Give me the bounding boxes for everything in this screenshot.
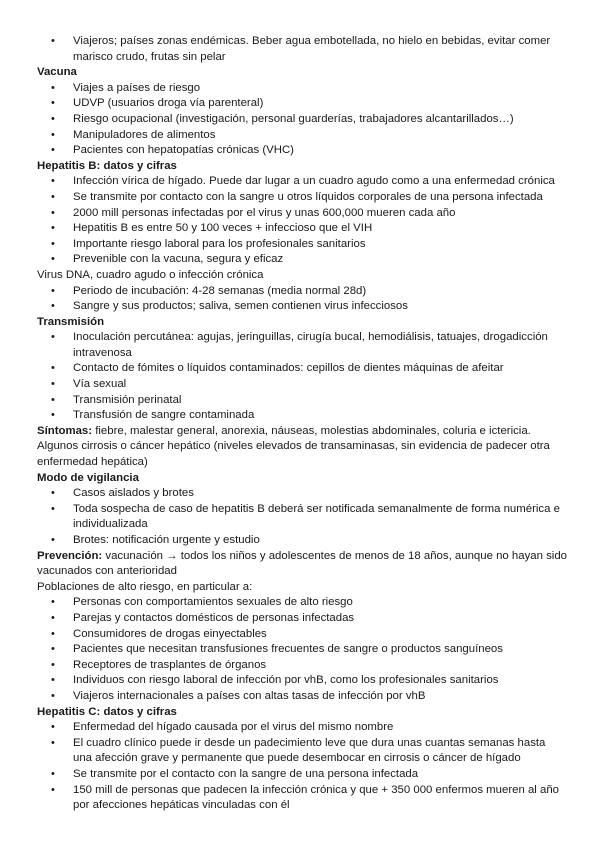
bullet-icon: • (51, 81, 55, 94)
bullet-item (37, 502, 567, 533)
section-heading: Modo de vigilancia (37, 471, 139, 484)
bullet-text: Se transmite por el contacto con la sangre de una persona infectada (73, 767, 419, 780)
bullet-icon: • (51, 611, 55, 624)
bullet-text: Manipuladores de alimentos (73, 128, 216, 141)
bullet-icon: • (51, 409, 55, 422)
bullet-icon: • (51, 190, 55, 203)
paragraph-text: fiebre, malestar general, anorexia, náuseas, molestias abdominales, coluria e ictericia. Algunos cirrosis o cáncer hepático (niveles elevados de transaminasas, sin evidencia de padecer otra enfermedad hepática) (37, 424, 550, 469)
bullet-icon: • (51, 658, 55, 671)
bullet-icon: • (51, 175, 55, 188)
bullet-icon: • (51, 206, 55, 219)
bullet-text: Contacto de fómites o líquidos contaminados: cepillos de dientes máquinas de afeitar (73, 362, 504, 375)
bullet-item (37, 221, 567, 237)
bullet-text: Brotes: notificación urgente y estudio (73, 534, 260, 546)
bullet-text: Importante riesgo laboral para los profesionales sanitarios (73, 237, 366, 250)
bullet-text: 2000 mill personas infectadas por el virus y unas 600,000 mueren cada año (73, 206, 456, 219)
bullet-text: Riesgo ocupacional (investigación, personal guarderías, trabajadores alcantarillados…) (73, 112, 514, 125)
bullet-text: Viajeros internacionales a países con altas tasas de infección por vhB (73, 689, 426, 702)
bullet-item (37, 658, 567, 674)
bullet-text: 150 mill de personas que padecen la infección crónica y que + 350 000 enfermos mueren al año por afecciones hepáticas vinculadas con él (73, 783, 559, 812)
bullet-item (37, 533, 567, 549)
section-heading: Hepatitis C: datos y cifras (37, 705, 177, 718)
bullet-item (37, 299, 567, 315)
bullet-item (37, 252, 567, 268)
bullet-icon: • (51, 253, 55, 266)
bullet-text: Transmisión perinatal (73, 393, 182, 406)
bullet-text: Viajeros; países zonas endémicas. Beber agua embotellada, no hielo en bebidas, evitar comer marisco crudo, frutas sin pelar (73, 35, 551, 63)
bullet-text: Vía sexual (73, 378, 127, 391)
bullet-item (37, 767, 567, 783)
bullet-icon: • (51, 97, 55, 110)
document-body (37, 34, 567, 814)
bullet-icon: • (51, 767, 55, 780)
bullet-icon: • (51, 736, 55, 749)
bullet-item (37, 81, 567, 97)
bullet-text: Periodo de incubación: 4-28 semanas (media normal 28d) (73, 284, 367, 297)
bullet-icon: • (51, 487, 55, 500)
bullet-text: Infección vírica de hígado. Puede dar lugar a un cuadro agudo como a una enfermedad crónica (73, 175, 555, 188)
bullet-icon: • (51, 596, 55, 609)
bullet-icon: • (51, 689, 55, 702)
labeled-paragraph (37, 424, 567, 471)
bullet-icon: • (51, 783, 55, 796)
bullet-text: Receptores de trasplantes de órganos (73, 658, 267, 671)
bullet-text: Inoculación percutánea: agujas, jeringuillas, cirugía bucal, hemodiálisis, tatuajes, drogadicción intravenosa (73, 331, 548, 359)
bullet-icon: • (51, 128, 55, 141)
bullet-icon: • (51, 112, 55, 125)
bullet-item (37, 408, 567, 424)
bullet-text: Transfusión de sangre contaminada (73, 409, 255, 422)
bullet-item (37, 673, 567, 689)
bullet-item (37, 783, 567, 814)
bullet-text: Pacientes con hepatopatías crónicas (VHC) (73, 144, 294, 157)
bullet-icon: • (51, 393, 55, 406)
section-heading: Transmisión (37, 315, 105, 328)
bullet-text: Casos aislados y brotes (73, 487, 194, 500)
bullet-text: El cuadro clínico puede ir desde un padecimiento leve que dura unas cuantas semanas hasta una afección grave y permanente que puede desembocar en cirrosis o cáncer de hígado (73, 736, 546, 765)
bullet-item (37, 34, 567, 65)
bullet-item (37, 627, 567, 643)
bullet-icon: • (51, 300, 55, 313)
paragraph-text: vacunación → todos los niños y adolescentes de menos de 18 años, aunque no hayan sido vacunados con anterioridad (37, 549, 568, 578)
bullet-icon: • (51, 222, 55, 235)
bullet-item (37, 128, 567, 144)
bullet-icon: • (51, 627, 55, 640)
bullet-text: Parejas y contactos domésticos de personas infectadas (73, 611, 355, 624)
bullet-item (37, 595, 567, 611)
bullet-text: Hepatitis B es entre 50 y 100 veces + infeccioso que el VIH (73, 222, 373, 235)
bullet-icon: • (51, 237, 55, 250)
bullet-icon: • (51, 378, 55, 391)
bullet-item (37, 330, 567, 361)
bullet-item (37, 611, 567, 627)
bullet-icon: • (51, 35, 55, 47)
bullet-text: Individuos con riesgo laboral de infección por vhB, como los profesionales sanitarios (73, 674, 499, 687)
bullet-item (37, 190, 567, 206)
section-heading: Vacuna (37, 66, 77, 79)
bullet-icon: • (51, 721, 55, 734)
paragraph: Poblaciones de alto riesgo, en particular a: (37, 580, 253, 593)
bullet-item (37, 689, 567, 705)
paragraph-label: Síntomas: (37, 424, 93, 437)
bullet-text: Prevenible con la vacuna, segura y eficaz (73, 253, 284, 266)
bullet-icon: • (51, 284, 55, 297)
bullet-item (37, 96, 567, 112)
bullet-text: Sangre y sus productos; saliva, semen contienen virus infecciosos (73, 300, 408, 313)
bullet-icon: • (51, 362, 55, 375)
bullet-text: Consumidores de drogas einyectables (73, 627, 267, 640)
bullet-icon: • (51, 331, 55, 344)
bullet-item (37, 486, 567, 502)
bullet-item (37, 237, 567, 253)
bullet-item (37, 720, 567, 736)
bullet-item (37, 143, 567, 159)
bullet-icon: • (51, 643, 55, 656)
bullet-icon: • (51, 534, 55, 546)
bullet-text: Toda sospecha de caso de hepatitis B deberá ser notificada semanalmente de forma numérica e individualizada (73, 502, 560, 531)
bullet-item (37, 284, 567, 300)
bullet-item (37, 361, 567, 377)
bullet-icon: • (51, 502, 55, 515)
bullet-item (37, 642, 567, 658)
bullet-item (37, 736, 567, 767)
paragraph-label: Prevención: (37, 549, 103, 562)
bullet-text: Personas con comportamientos sexuales de alto riesgo (73, 596, 353, 609)
bullet-text: UDVP (usuarios droga vía parenteral) (73, 97, 264, 110)
bullet-item (37, 206, 567, 222)
bullet-item (37, 112, 567, 128)
paragraph: Virus DNA, cuadro agudo o infección crónica (37, 268, 264, 281)
bullet-text: Viajes a países de riesgo (73, 81, 201, 94)
bullet-icon: • (51, 144, 55, 157)
labeled-paragraph (37, 549, 567, 580)
bullet-text: Enfermedad del hígado causada por el virus del mismo nombre (73, 721, 394, 734)
bullet-item (37, 174, 567, 190)
bullet-item (37, 377, 567, 393)
bullet-text: Pacientes que necesitan transfusiones frecuentes de sangre o productos sanguíneos (73, 643, 503, 656)
bullet-icon: • (51, 674, 55, 687)
section-heading: Hepatitis B: datos y cifras (37, 159, 177, 172)
bullet-text: Se transmite por contacto con la sangre u otros líquidos corporales de una persona infectada (73, 190, 543, 203)
bullet-item (37, 393, 567, 409)
